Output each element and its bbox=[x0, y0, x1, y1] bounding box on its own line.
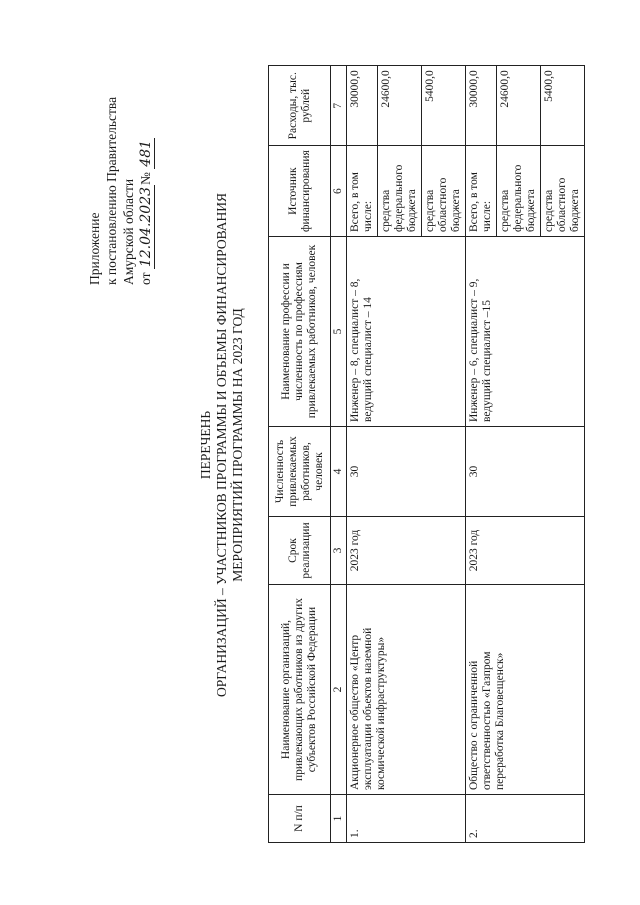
handwritten-date: 12.04.2023 bbox=[138, 186, 154, 268]
appendix-block bbox=[86, 35, 155, 285]
appendix-line-1: Приложение bbox=[87, 212, 102, 285]
row-num: 1. bbox=[347, 795, 466, 843]
table-row bbox=[347, 66, 378, 843]
row-amount: 24600,0 bbox=[497, 66, 541, 146]
header-count: Численность привлекаемых работников, человек bbox=[269, 427, 331, 517]
column-number-row bbox=[331, 66, 347, 843]
row-org: Общество с ограниченной ответственностью «Газпром переработка Благовещенск» bbox=[466, 585, 585, 795]
row-org: Акционерное общество «Центр эксплуатации объектов наземной космической инфраструктуры» bbox=[347, 585, 466, 795]
row-source: Всего, в том числе: bbox=[466, 146, 497, 237]
handwritten-number: 481 bbox=[138, 139, 154, 167]
header-professions: Наименование профессии и численность по профессиям привлекаемых работников, человек bbox=[269, 237, 331, 427]
table-header-row bbox=[269, 66, 331, 843]
header-source: Источник финансирования bbox=[269, 146, 331, 237]
header-term: Срок реализации bbox=[269, 517, 331, 585]
row-num: 2. bbox=[466, 795, 585, 843]
row-term: 2023 год bbox=[347, 517, 466, 585]
row-professions: Инженер – 6, специалист – 9, ведущий специалист –15 bbox=[466, 237, 585, 427]
header-org: Наименование организаций, привлекающих работников из других субъектов Российской Федерации bbox=[269, 585, 331, 795]
col-number: 2 bbox=[331, 585, 347, 795]
row-source: средства областного бюджета bbox=[541, 146, 585, 237]
row-source: Всего, в том числе: bbox=[347, 146, 378, 237]
row-professions: Инженер – 8, специалист – 8, ведущий специалист – 14 bbox=[347, 237, 466, 427]
row-source: средства областного бюджета bbox=[422, 146, 466, 237]
row-count: 30 bbox=[347, 427, 466, 517]
row-amount: 30000,0 bbox=[466, 66, 497, 146]
heading-line-1: ПЕРЕЧЕНЬ bbox=[198, 410, 213, 480]
row-term: 2023 год bbox=[466, 517, 585, 585]
table-row bbox=[466, 66, 497, 843]
row-amount: 5400,0 bbox=[422, 66, 466, 146]
number-prefix: № bbox=[138, 172, 153, 185]
appendix-date-line bbox=[137, 35, 155, 285]
date-prefix: от bbox=[138, 272, 153, 285]
header-amount: Расходы, тыс. рублей bbox=[269, 66, 331, 146]
appendix-line-3: Амурской области bbox=[121, 178, 136, 285]
document-heading bbox=[198, 85, 246, 805]
col-number: 1 bbox=[331, 795, 347, 843]
row-count: 30 bbox=[466, 427, 585, 517]
header-num: N п/п bbox=[269, 795, 331, 843]
row-amount: 5400,0 bbox=[541, 66, 585, 146]
row-source: средства федерального бюджета bbox=[497, 146, 541, 237]
heading-line-2: ОРГАНИЗАЦИЙ – УЧАСТНИКОВ ПРОГРАММЫ И ОБЪЕМЫ ФИНАНСИРОВАНИЯ bbox=[214, 193, 229, 698]
row-amount: 24600,0 bbox=[378, 66, 422, 146]
row-source: средства федерального бюджета bbox=[378, 146, 422, 237]
col-number: 6 bbox=[331, 146, 347, 237]
col-number: 4 bbox=[331, 427, 347, 517]
col-number: 5 bbox=[331, 237, 347, 427]
col-number: 3 bbox=[331, 517, 347, 585]
participants-table bbox=[268, 65, 585, 843]
col-number: 7 bbox=[331, 66, 347, 146]
appendix-line-2: к постановлению Правительства bbox=[104, 96, 119, 285]
heading-line-3: МЕРОПРИЯТИЙ ПРОГРАММЫ НА 2023 ГОД bbox=[230, 308, 245, 582]
row-amount: 30000,0 bbox=[347, 66, 378, 146]
